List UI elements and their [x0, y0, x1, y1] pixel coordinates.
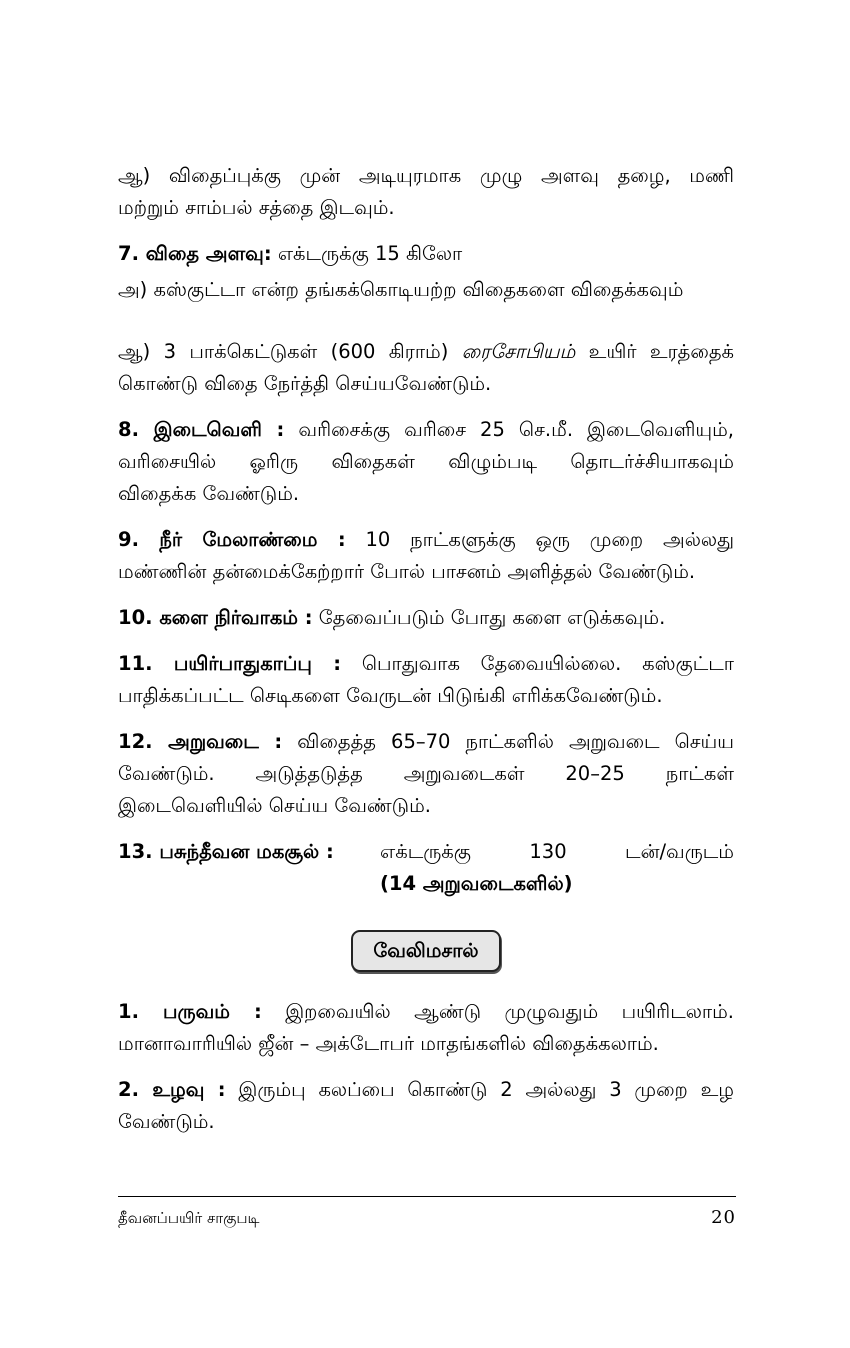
section-label: 12. அறுவடை :: [118, 730, 283, 753]
text-part: இறவையில் ஆண்டு முழுவதும் பயிரிடலாம்.: [285, 1000, 734, 1023]
text-part: உயிர் உரத்தைக்: [588, 340, 735, 363]
yield-line: [380, 836, 734, 868]
text-line: அ) கஸ்குட்டா என்ற தங்கக்கொடியற்ற விதைகளை விதைக்கவும்: [118, 278, 684, 301]
section-10-weed-management: [118, 602, 734, 634]
text-line: [118, 1074, 734, 1106]
section-label: 1. பருவம் :: [118, 1000, 262, 1023]
section-13-green-fodder-yield: [118, 836, 734, 900]
page-number: 20: [711, 1207, 736, 1228]
section-7-seed-rate: [118, 238, 734, 270]
section-7-point-b: [118, 336, 734, 400]
text-line: வேண்டும்.: [118, 1110, 215, 1133]
yield-amount: 130: [529, 840, 567, 863]
page-body: [118, 160, 734, 1152]
text-line: வரிசையில் ஓரிரு விதைகள் விழும்படி தொடர்ச்சியாகவும்: [118, 450, 734, 473]
text-part: ஆ) 3 பாக்கெட்டுகள் (600 கிராம்): [118, 340, 449, 363]
section-label: 9. நீர் மேலாண்மை :: [118, 528, 346, 551]
text-line: இடைவெளியில் செய்ய வேண்டும்.: [118, 794, 431, 817]
footer-title: தீவனப்பயிர் சாகுபடி: [118, 1209, 260, 1227]
text-line: [118, 648, 734, 680]
yield-value: [380, 836, 734, 900]
text-line: [118, 996, 734, 1028]
velimasal-2-ploughing: [118, 1074, 734, 1138]
yield-note: (14 அறுவடைகளில்): [380, 872, 573, 895]
text-line: மண்ணின் தன்மைக்கேற்றார் போல் பாசனம் அளித்தல் வேண்டும்.: [118, 560, 696, 583]
paragraph-a-basal-fertilizer: [118, 160, 734, 224]
section-label: 7. விதை அளவு:: [118, 242, 272, 265]
text-line: விதைக்க வேண்டும்.: [118, 482, 300, 505]
section-label: 13. பசுந்தீவன மகசூல் :: [118, 840, 334, 863]
text-line: வேண்டும். அடுத்தடுத்த அறுவடைகள் 20–25 நாட்கள்: [118, 762, 734, 785]
text-part: பொதுவாக தேவையில்லை. கஸ்குட்டா: [361, 652, 734, 675]
text-part: விதைத்த 65–70 நாட்களில் அறுவடை செய்ய: [297, 730, 735, 753]
text-line: பாதிக்கப்பட்ட செடிகளை வேருடன் பிடுங்கி எரிக்கவேண்டும்.: [118, 684, 663, 707]
section-12-harvest: [118, 726, 734, 822]
section-8-spacing: [118, 414, 734, 510]
yield-word: எக்டருக்கு: [380, 840, 471, 863]
text-line: [118, 726, 734, 758]
text-line: ஆ) விதைப்புக்கு முன் அடியுரமாக முழு அளவு தழை, மணி: [118, 164, 734, 187]
section-text: தேவைப்படும் போது களை எடுக்கவும்.: [318, 606, 666, 629]
text-part: வரிசைக்கு வரிசை 25 செ.மீ. இடைவெளியும்,: [298, 418, 734, 441]
text-line: மற்றும் சாம்பல் சத்தை இடவும்.: [118, 196, 395, 219]
velimasal-1-season: [118, 996, 734, 1060]
italic-term: ரைசோபியம்: [461, 340, 576, 363]
section-label: 2. உழவு :: [118, 1078, 226, 1101]
section-11-crop-protection: [118, 648, 734, 712]
text-line: மானாவாரியில் ஜீன் – அக்டோபர் மாதங்களில் விதைக்கலாம்.: [118, 1032, 659, 1055]
text-line: [118, 524, 734, 556]
section-heading-box: வேலிமசால்: [351, 930, 500, 972]
section-9-water-management: [118, 524, 734, 588]
text-line: [118, 336, 734, 368]
text-part: இரும்பு கலப்பை கொண்டு 2 அல்லது 3 முறை உழ: [238, 1078, 734, 1101]
text-line: [118, 414, 734, 446]
section-label: 11. பயிர்பாதுகாப்பு :: [118, 652, 342, 675]
section-label: 10. களை நிர்வாகம் :: [118, 606, 313, 629]
text-line: கொண்டு விதை நேர்த்தி செய்யவேண்டும்.: [118, 372, 492, 395]
section-label: 8. இடைவெளி :: [118, 418, 285, 441]
section-heading-wrap: [118, 930, 734, 972]
yield-unit: டன்/வருடம்: [625, 840, 734, 863]
section-text: எக்டருக்கு 15 கிலோ: [277, 242, 463, 265]
page-footer: [118, 1196, 736, 1229]
section-7-point-a: [118, 274, 734, 306]
text-part: 10 நாட்களுக்கு ஒரு முறை அல்லது: [365, 528, 734, 551]
